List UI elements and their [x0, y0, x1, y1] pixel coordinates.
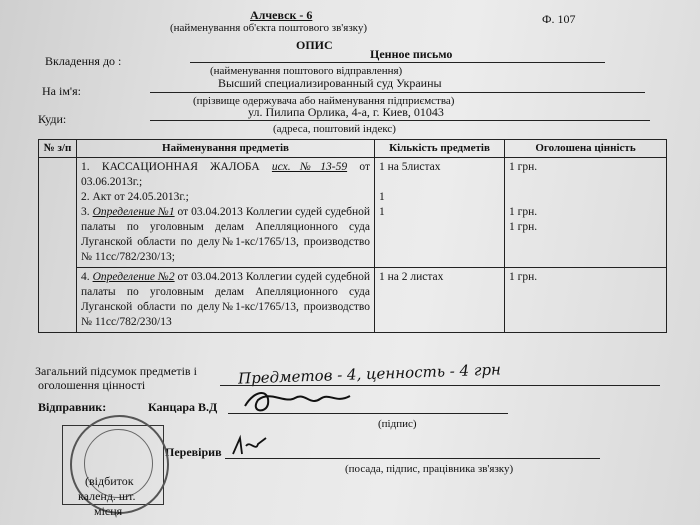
cell-quantity: 1 на 5листах 1 1 [375, 158, 505, 268]
checked-caption: (посада, підпис, працівника зв'язку) [345, 463, 514, 475]
total-handwritten: Предметов - 4, ценность - 4 грн [237, 360, 502, 388]
col-header-quantity: Кількість предметів [375, 140, 505, 158]
stamp-caption-1: (відбиток [85, 474, 134, 488]
address-caption: (адреса, поштовий індекс) [273, 123, 396, 135]
recipient-value: Высший специализированный суд Украины [218, 76, 442, 90]
cell-item-name: 1. КАССАЦИОННАЯ ЖАЛОБА исх.№13-59 от 03.06.2013г.; 2. Акт от 24.05.2013г.; 3. Определение №1 от 03.04.2013 Коллегии судей судебной палаты по уголовным делам Апелляционного суда Луганской области по делу№1-кс/1765/13, производство № 11сс/782/230/13; [77, 158, 375, 268]
recipient-caption: (прізвище одержувача або найменування підприємства) [193, 95, 455, 107]
cell-quantity: 1 на 2 листах [375, 268, 505, 333]
sender-name: Канцара В.Д [148, 400, 218, 414]
col-header-name: Найменування предметів [77, 140, 375, 158]
attachment-value: Ценное письмо [370, 47, 453, 61]
address-value: ул. Пилипа Орлика, 4-а, г. Киев, 01043 [248, 105, 444, 119]
recipient-label: На ім'я: [42, 84, 81, 98]
table-row [39, 158, 667, 268]
table-row [39, 268, 667, 333]
cell-value: 1 грн. 1 грн. 1 грн. [505, 158, 667, 268]
cell-value: 1 грн. [505, 268, 667, 333]
col-header-number: № з/п [39, 140, 77, 158]
table-header-row [39, 140, 667, 158]
sender-label: Відправник: [38, 400, 107, 414]
items-table [38, 139, 667, 333]
document-title: ОПИС [296, 38, 333, 52]
form-number: Ф. 107 [542, 12, 576, 26]
address-label: Куди: [38, 112, 67, 126]
stamp-caption-2: календ. шт. [78, 489, 136, 503]
stamp-caption-3: місця [94, 504, 123, 518]
post-office-name: Алчевск - 6 [250, 8, 313, 22]
post-office-caption: (найменування об'єкта поштового зв'язку) [170, 22, 368, 34]
total-label-1: Загальний підсумок предметів і [35, 364, 197, 378]
attachment-label: Вкладення до : [45, 54, 122, 68]
col-header-value: Оголошена цінність [505, 140, 667, 158]
cell-item-name: 4. Определение №2 от 03.04.2013 Коллегии судей судебной палаты по уголовным делам Апелляционного суда Луганской области по делу№1-кс/1765/13, производство № 11сс/782/230/13 [77, 268, 375, 333]
cell-number [39, 158, 77, 333]
signature-caption: (підпис) [378, 418, 417, 430]
attachment-caption: (найменування поштового відправлення) [210, 65, 403, 77]
checked-label: Перевірив [165, 445, 222, 459]
outgoing-number-link: исх.№13-59 [271, 161, 348, 173]
total-label-2: оголошення цінності [38, 378, 146, 392]
